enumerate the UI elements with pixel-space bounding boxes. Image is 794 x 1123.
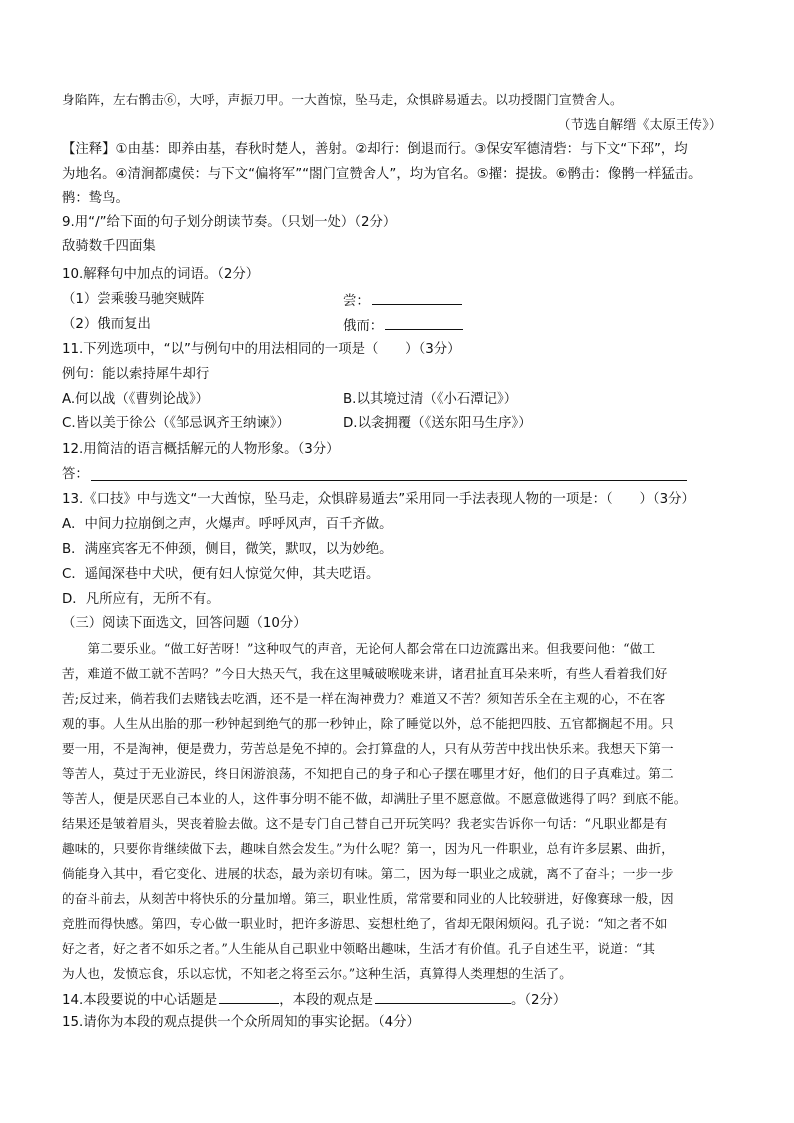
notes-line-2: 为地名。④清涧都虞侯：与下文“偏将军”“閤门宣赞舍人”，均为官名。⑤擢：提拔。⑥鹘击：像鹘一样猛击。 bbox=[62, 167, 702, 182]
question-10-item-1-text: （1）尝乘骏马驰突贼阵 bbox=[62, 292, 205, 307]
question-11-options-row-1 bbox=[62, 391, 518, 409]
question-10-item-2-blank[interactable] bbox=[385, 316, 463, 330]
question-12-answer-label: 答： bbox=[62, 467, 89, 482]
question-14-part-1: 14.本段要说的中心话题是 bbox=[62, 993, 218, 1008]
question-15-prompt: 15.请你为本段的观点提供一个众所周知的事实论据。（4分） bbox=[62, 1015, 420, 1030]
question-13-option-b[interactable]: B．满座宾客无不伸颈，侧目，微笑，默叹，以为妙绝。 bbox=[62, 542, 393, 557]
question-14-part-3: 。（2分） bbox=[510, 993, 567, 1008]
question-11-option-c[interactable]: C.皆以美于徐公（《邹忌讽齐王纳谏》） bbox=[62, 416, 290, 431]
essay-line: 的奋斗前去，从刻苦中将快乐的分量加增。第三，职业性质，常常要和同业的人比较骈进，好像赛球一般，因 bbox=[62, 891, 674, 906]
essay-line: 结果还是皱着眉头，哭丧着脸去做。这不是专门自己替自己开玩笑吗？我老实告诉你一句话：“凡职业都是有 bbox=[62, 816, 668, 831]
question-10-item-2 bbox=[62, 316, 384, 334]
question-13-prompt: 13.《口技》中与选文“一大酋惊，坠马走，众惧辟易遁去”采用同一手法表现人物的一项是：（ ）（3分） bbox=[62, 492, 695, 507]
passage-tail: 身陷阵，左右鹘击⑥，大呼，声振刀甲。一大酋惊，坠马走，众惧辟易遁去。以功授閤门宣赞舍人。 bbox=[62, 92, 623, 107]
question-14-part-2: ，本段的观点是 bbox=[279, 993, 373, 1008]
essay-line: 竞胜而得快感。第四，专心做一职业时，把许多游思、妄想杜绝了，省却无限闲烦闷。孔子说：“知之者不如 bbox=[62, 916, 668, 931]
notes-line-3: 鹘：鸷鸟。 bbox=[62, 191, 129, 206]
question-13-option-d[interactable]: D．凡所应有，无所不有。 bbox=[62, 592, 220, 607]
essay-line: 等苦人，便是厌恶自己本业的人，这件事分明不能不做，却满肚子里不愿意做。不愿意做逃得了吗？到底不能。 bbox=[62, 791, 687, 806]
question-10-item-1-label: 尝： bbox=[343, 294, 370, 309]
question-14-blank-topic[interactable] bbox=[219, 990, 279, 1004]
question-10-item-1-blank[interactable] bbox=[372, 291, 462, 305]
question-10-item-2-fill bbox=[343, 316, 463, 336]
question-12-prompt: 12.用简洁的语言概括解元的人物形象。（3分） bbox=[62, 442, 340, 457]
essay-line: 要一用，不是淘神，便是费力，劳苦总是免不掉的。会打算盘的人，只有从劳苦中找出快乐来。我想天下第一 bbox=[62, 741, 674, 756]
essay-line: 第二要乐业。“做工好苦呀！”这种叹气的声音，无论何人都会常在口边流露出来。但我要问他：“做工 bbox=[62, 641, 656, 656]
question-9-prompt: 9.用“/”给下面的句子划分朗读节奏。（只划一处）（2分） bbox=[62, 215, 397, 230]
essay-line: 好之者，好之者不如乐之者。”人生能从自己职业中领略出趣味，生活才有价值。孔子自述生平，说道：“其 bbox=[62, 941, 656, 956]
essay-line: 等苦人，莫过于无业游民，终日闲游浪荡，不知把自己的身子和心子摆在哪里才好，他们的日子真难过。第二 bbox=[62, 766, 674, 781]
question-11-option-a[interactable]: A.何以战（《曹刿论战》） bbox=[62, 392, 210, 407]
essay-line: 苦;反过来，倘若我们去赌钱去吃酒，还不是一样在淘神费力？难道又不苦？须知苦乐全在主观的心，不在客 bbox=[62, 691, 666, 706]
essay-line: 为人也，发愤忘食，乐以忘忧，不知老之将至云尔。”这种生活，真算得人类理想的生活了。 bbox=[62, 966, 573, 981]
question-11-prompt: 11.下列选项中，“以”与例句中的用法相同的一项是（ ）（3分） bbox=[62, 342, 461, 357]
question-10-prompt: 10.解释句中加点的词语。（2分） bbox=[62, 267, 260, 282]
question-11-option-b[interactable]: B.以其境过清（《小石潭记》） bbox=[343, 392, 518, 407]
question-11-option-d[interactable]: D.以衾拥覆（《送东阳马生序》） bbox=[343, 416, 532, 431]
question-11-options-row-2 bbox=[62, 415, 532, 433]
essay-line: 趣味的，只要你肯继续做下去，趣味自然会发生。”为什么呢？第一，因为凡一件职业，总有许多层累、曲折， bbox=[62, 841, 674, 856]
passage-source: （节选自解缙《太原王传》） bbox=[557, 118, 722, 133]
question-10-item-1-fill bbox=[343, 291, 462, 311]
question-14 bbox=[62, 990, 566, 1010]
question-11-example: 例句：能以索持犀牛却行 bbox=[62, 367, 210, 382]
question-14-blank-viewpoint[interactable] bbox=[375, 990, 511, 1004]
essay-line: 倘能身入其中，看它变化、进展的状态，最为亲切有味。第二，因为每一职业之成就，离不了奋斗；一步一步 bbox=[62, 866, 674, 881]
essay-line: 苦，难道不做工就不苦吗？”今日大热天气，我在这里喊破喉咙来讲，诸君扯直耳朵来听，有些人看着我们好 bbox=[62, 666, 668, 681]
question-10-item-2-label: 俄而： bbox=[343, 319, 384, 334]
essay-line: 观的事。人生从出胎的那一秒钟起到绝气的那一秒钟止，除了睡觉以外，总不能把四肢、五官都搁起不用。只 bbox=[62, 716, 674, 731]
question-10-item-2-text: （2）俄而复出 bbox=[62, 317, 151, 332]
question-9-sentence: 敌骑数千四面集 bbox=[62, 239, 156, 254]
section-3-heading: （三）阅读下面选文，回答问题（10分） bbox=[62, 616, 307, 631]
question-10-item-1 bbox=[62, 291, 370, 309]
question-13-option-a[interactable]: A．中间力拉崩倒之声，火爆声。呼呼风声，百千齐做。 bbox=[62, 517, 393, 532]
question-13-option-c[interactable]: C．遥闻深巷中犬吠，便有妇人惊觉欠伸，其夫呓语。 bbox=[62, 567, 380, 582]
notes-line-1: 【注释】①由基：即养由基，春秋时楚人，善射。②却行：倒退而行。③保安军德清砦：与下文“下邳”，均 bbox=[62, 142, 688, 157]
question-12-answer-line[interactable] bbox=[91, 480, 687, 481]
